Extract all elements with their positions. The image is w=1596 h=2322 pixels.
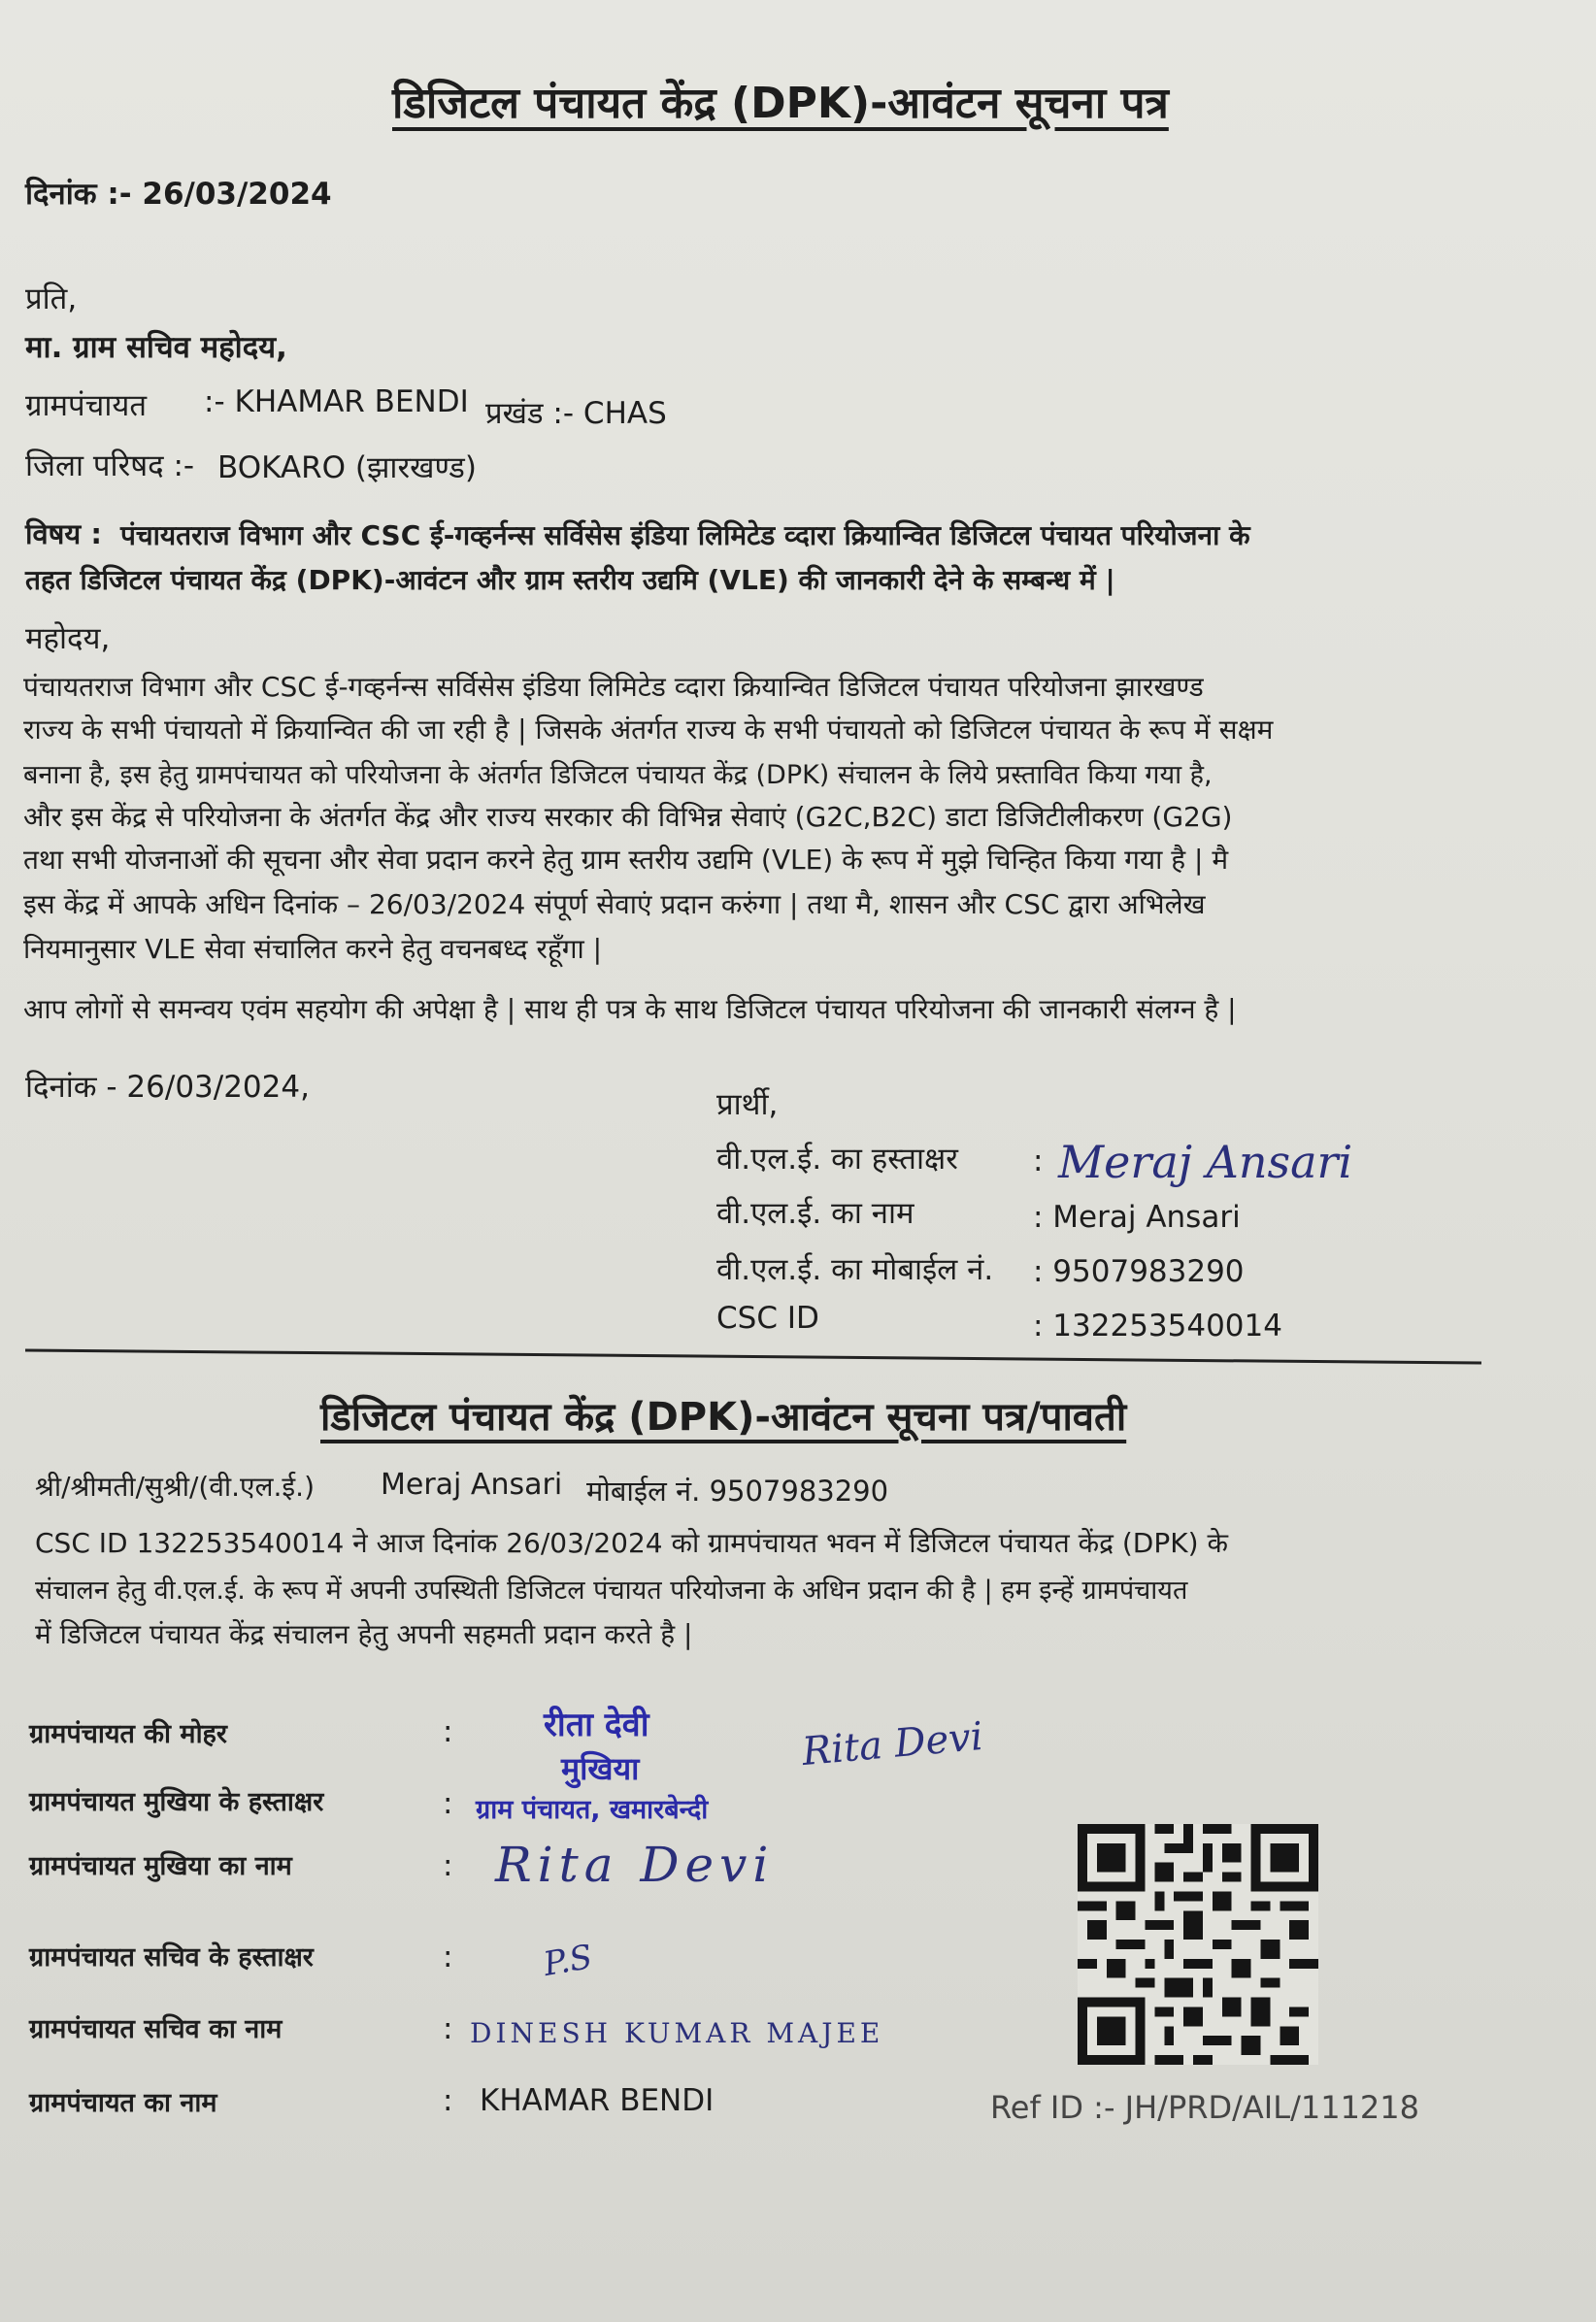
sign-date: दिनांक - 26/03/2024, xyxy=(25,1070,310,1105)
secretary-name-label: ग्रामपंचायत सचिव का नाम xyxy=(29,2014,283,2044)
to-line: प्रति, xyxy=(25,282,78,316)
date-line: दिनांक :- 26/03/2024 xyxy=(25,177,332,212)
document-title: डिजिटल पंचायत केंद्र (DPK)-आवंटन सूचना पत्र xyxy=(392,79,1169,128)
vle-name-value: : Meraj Ansari xyxy=(1033,1200,1241,1235)
mukhiya-signature: Rita Devi xyxy=(800,1713,985,1775)
ref-id: Ref ID :- JH/PRD/AIL/111218 xyxy=(990,2089,1419,2126)
secretary-signature-colon: : xyxy=(443,1940,453,1974)
vle-name-label: वी.एल.ई. का नाम xyxy=(716,1196,914,1231)
salutation-to: मा. ग्राम सचिव महोदय, xyxy=(25,330,287,365)
receipt-line-2: CSC ID 132253540014 ने आज दिनांक 26/03/2024 को ग्रामपंचायत भवन में डिजिटल पंचायत केंद्र (DPK) के xyxy=(35,1527,1228,1559)
receipt-name-prefix: श्री/श्रीमती/सुश्री/(वी.एल.ई.) xyxy=(35,1471,315,1503)
subject-line-1: पंचायतराज विभाग और CSC ई-गव्हर्नन्स सर्विसेस इंडिया लिमिटेड व्दारा क्रियान्वित डिजिटल पंचायत परियोजना के xyxy=(120,519,1250,551)
body-line-2: राज्य के सभी पंचायतो में क्रियान्वित की जा रही है | जिसके अंतर्गत राज्य के सभी पंचायतो को डिजिटल पंचायत के रूप में सक्षम xyxy=(23,713,1274,746)
stamp-title: मुखिया xyxy=(561,1750,640,1787)
csc-id-value: : 132253540014 xyxy=(1033,1309,1282,1343)
block-label: प्रखंड :- CHAS xyxy=(485,396,667,431)
qr-code xyxy=(1078,1823,1318,2066)
vle-signature-colon: : xyxy=(1033,1144,1044,1178)
body-line-5: तथा सभी योजनाओं की सूचना और सेवा प्रदान करने हेतु ग्राम स्तरीय उद्यमि (VLE) के रूप में मुझे चिन्हित किया गया है | मै xyxy=(23,844,1229,876)
mukhiya-name-colon: : xyxy=(443,1848,453,1883)
district-label: जिला परिषद :- xyxy=(25,448,195,483)
subject-line-2: तहत डिजिटल पंचायत केंद्र (DPK)-आवंटन और ग्राम स्तरीय उद्यमि (VLE) की जानकारी देने के सम्बन्ध में | xyxy=(25,564,1115,596)
gp-seal-colon: : xyxy=(443,1714,453,1749)
mukhiya-name-label: ग्रामपंचायत मुखिया का नाम xyxy=(29,1851,292,1881)
receipt-line-3: संचालन हेतु वी.एल.ई. के रूप में अपनी उपस्थिती डिजिटल पंचायत परियोजना के अधिन प्रदान की है | हम इन्हें ग्रामपंचायत xyxy=(35,1576,1188,1606)
secretary-signature-label: ग्रामपंचायत सचिव के हस्ताक्षर xyxy=(29,1942,314,1973)
closing-line: आप लोगों से समन्वय एवंम सहयोग की अपेक्षा है | साथ ही पत्र के साथ डिजिटल पंचायत परियोजना की जानकारी संलग्न है | xyxy=(23,993,1237,1025)
subject-label: विषय : xyxy=(25,517,102,550)
secretary-name-handwritten: DINESH KUMAR MAJEE xyxy=(470,2017,884,2049)
stamp-name: रीता देवी xyxy=(544,1706,649,1744)
gp-seal-label: ग्रामपंचायत की मोहर xyxy=(29,1719,227,1749)
vle-mobile-value: : 9507983290 xyxy=(1033,1254,1245,1289)
body-line-6: इस केंद्र में आपके अधिन दिनांक – 26/03/2024 संपूर्ण सेवाएं प्रदान करुंगा | तथा मै, शासन और CSC द्वारा अभिलेख xyxy=(23,888,1206,920)
gp-name-value: KHAMAR BENDI xyxy=(480,2083,715,2118)
body-line-7: नियमानुसार VLE सेवा संचालित करने हेतु वचनबध्द रहूँगा | xyxy=(23,933,603,965)
district-value: BOKARO (झारखण्ड) xyxy=(217,450,477,485)
body-line-1: पंचायतराज विभाग और CSC ई-गव्हर्नन्स सर्विसेस इंडिया लिमिटेड व्दारा क्रियान्वित डिजिटल पंचायत परियोजना झारखण्ड xyxy=(23,671,1204,703)
receipt-title: डिजिटल पंचायत केंद्र (DPK)-आवंटन सूचना पत्र/पावती xyxy=(320,1395,1127,1440)
receipt-vle-name: Meraj Ansari xyxy=(381,1468,563,1502)
vle-signature-label: वी.एल.ई. का हस्ताक्षर xyxy=(716,1142,958,1177)
mukhiya-signature-label: ग्रामपंचायत मुखिया के हस्ताक्षर xyxy=(29,1787,324,1817)
body-line-4: और इस केंद्र से परियोजना के अंतर्गत केंद्र और राज्य सरकार की विभिन्न सेवाएं (G2C,B2C) डाटा डिजिटीलीकरण (G2G) xyxy=(23,801,1233,833)
greeting: महोदय, xyxy=(25,621,111,656)
gp-label: ग्रामपंचायत xyxy=(25,388,148,423)
stamp-organisation: ग्राम पंचायत, खमारबेन्दी xyxy=(476,1795,709,1825)
secretary-signature: P.S xyxy=(540,1937,596,1985)
gp-name-label: ग्रामपंचायत का नाम xyxy=(29,2088,217,2118)
applicant-label: प्रार्थी, xyxy=(716,1087,779,1122)
receipt-mobile: मोबाईल नं. 9507983290 xyxy=(586,1475,889,1508)
gp-name-colon: : xyxy=(443,2083,453,2118)
csc-id-label: CSC ID xyxy=(716,1301,819,1336)
secretary-name-colon: : xyxy=(443,2011,453,2046)
gp-value: :- KHAMAR BENDI xyxy=(204,384,469,419)
mukhiya-signature-colon: : xyxy=(443,1786,453,1821)
receipt-line-4: में डिजिटल पंचायत केंद्र संचालन हेतु अपनी सहमती प्रदान करते है | xyxy=(35,1618,693,1650)
mukhiya-name-handwritten: Rita Devi xyxy=(495,1837,775,1893)
body-line-3: बनाना है, इस हेतु ग्रामपंचायत को परियोजना के अंतर्गत डिजिटल पंचायत केंद्र (DPK) संचालन के लिये प्रस्तावित किया गया है, xyxy=(23,760,1213,790)
vle-signature: Meraj Ansari xyxy=(1058,1136,1353,1188)
vle-mobile-label: वी.एल.ई. का मोबाईल नं. xyxy=(716,1252,994,1287)
